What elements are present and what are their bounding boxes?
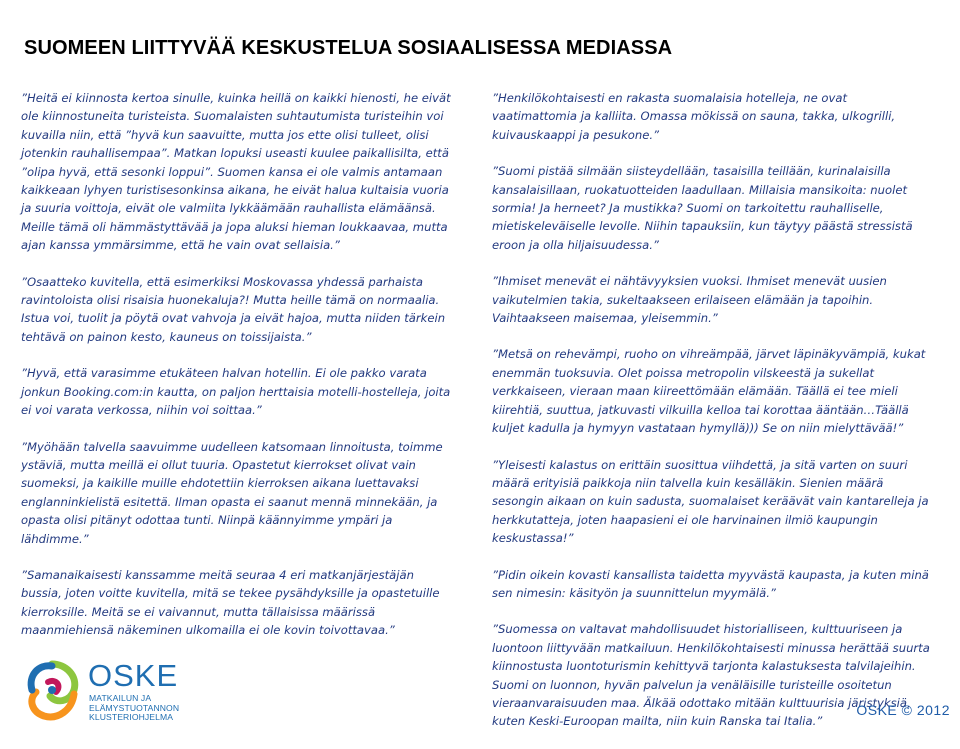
logo-subtitle	[89, 694, 179, 723]
quote-right-2: ”Suomi pistää silmään siisteydellään, tasaisilla teillään, kurinalaisilla kansalaisillaan, ruokatuotteiden laadullaan. Millaisia mansikoita: nuolet sormia! Ja herneet? Ja mustikka? Suomi on tarkoitettu rauhalliselle, mietiskeleväiselle levolle. Niihin tapauksiin, kun täytyy päästä stressistä eroon ja olla hiljaisuudessa.”	[492, 164, 913, 252]
quote-left-1: ”Heitä ei kiinnosta kertoa sinulle, kuinka heillä on kaikki hienosti, he eivät ole kiinnostuneita turisteista. Suomalaisten suhtautumista turisteihin voi kuvailla niin, että ”hyvä kun saavuitte, mutta jos ette olisi tulleet, olisi jotenkin rauhallisempaa”. Matkan lopuksi useasti kuulee paikallisilta, että ”olipa hyvä, että sesonki loppui”. Suomen kansa ei ole valmis antamaan kaikkeaan lyhyen turistisesonkinsa aikana, he eivät halua kultaisia vuoria ja suuria voittoja, eivät ole valmiita lykkäämään rauhallista elämäänsä. Meille tämä oli hämmästyttävää ja jopa aluksi hieman loukkaavaa, mutta ajan kanssa ymmärsimme, että he vain ovat sellaisia.”	[21, 91, 451, 253]
quote-right-1: ”Henkilökohtaisesti en rakasta suomalaisia hotelleja, ne ovat vaatimattomia ja kalliita. Omassa mökissä on sauna, takka, ulkogrilli, kuivauskaappi ja pesukone.”	[492, 91, 896, 142]
oske-swirl-logo-icon	[22, 660, 82, 722]
logo-subtitle-line-2: ELÄMYSTUOTANNON	[89, 702, 180, 713]
page-title: SUOMEEN LIITTYVÄÄ KESKUSTELUA SOSIAALISESSA MEDIASSA	[24, 37, 673, 59]
logo-name: OSKE	[88, 658, 179, 693]
quote-right-6: ”Pidin oikein kovasti kansallista taidetta myyvästä kaupasta, ja kuten minä sen nimesin: käsityön ja suunnittelun myymälä.”	[492, 567, 929, 600]
quote-right-3: ”Ihmiset menevät ei nähtävyyksien vuoksi. Ihmiset menevät uusien vaikutelmien takia, sukeltaakseen erilaiseen elämään ja tapoihin. Vaihtaakseen maisemaa, yleisemmin.”	[492, 274, 887, 326]
footer-copyright: OSKE © 2012	[856, 702, 950, 718]
oske-logo	[22, 660, 252, 722]
right-column	[492, 89, 932, 749]
logo-subtitle-line-1: MATKAILUN JA	[89, 693, 152, 703]
quote-right-5: ”Yleisesti kalastus on erittäin suosittua viihdettä, ja sitä varten on suuri määrä erityisiä paikkoja niin talvella kuin kesälläkin. Sienien määrä sesongin aikaan on kuin sadusta, suomalaiset keräävät vain kantarelleja ja herkkutatteja, joten haapasieni ei ole harvinainen ilmiö kaupungin keskustassa!”	[492, 457, 929, 546]
left-column	[21, 89, 457, 658]
quote-left-2: ”Osaatteko kuvitella, että esimerkiksi Moskovassa yhdessä parhaista ravintoloista olisi risaisia huonekaluja?! Mutta heille tämä on normaalia. Istua voi, tuolit ja pöytä ovat vahvoja ja eivät hajoa, mutta niiden tärkein tehtävä on painon kesto, kauneus on toissijaista.”	[21, 274, 446, 344]
quote-left-4: ”Myöhään talvella saavuimme uudelleen katsomaan linnoitusta, toimme ystäviä, mutta meillä ei ollut tuuria. Opastetut kierrokset olivat vain suomeksi, ja kaikille muille ehdotettiin kierroksen aikana luettavaksi englanninkielistä esitettä. Ilman opasta ei saanut mennä minnekään, ja opasta olisi pitänyt odottaa tunti. Niinpä käännyimme ympäri ja lähdimme.”	[21, 439, 443, 546]
quote-right-7: ”Suomessa on valtavat mahdollisuudet historialliseen, kulttuuriseen ja luontoon liittyvään matkailuun. Henkilökohtaisesti minussa herättää suurta kiinnostusta luontoturismin kehittyvä tarjonta kalastuksesta talvilajeihin. Suomi on luonnon, hyvän palvelun ja venäläisille turisteille osoitetun vieraanvaraisuuden maa. Älkää odottako mitään kulttuurisia järistyksiä, kuten Keski-Euroopan mailta, niin kuin Ranska tai Italia.”	[492, 622, 930, 729]
quote-left-5: ”Samanaikaisesti kanssamme meitä seuraa 4 eri matkanjärjestäjän bussia, joten voitte kuvitella, mitä se tekee pysähdyksille ja opastetuille kierroksille. Meitä se ei vaivannut, mutta tällaisissa määrissä maanmiehiensä näkeminen ulkomailla ei ole kovin toivottavaa.”	[21, 567, 440, 638]
quote-left-3: ”Hyvä, että varasimme etukäteen halvan hotellin. Ei ole pakko varata jonkun Booking.com:in kautta, on paljon herttaisia motelli-hostelleja, joita ei voi varata verkossa, niihin voi soittaa.”	[21, 366, 451, 418]
logo-subtitle-line-3: KLUSTERIOHJELMA	[89, 712, 174, 723]
quote-right-4: ”Metsä on rehevämpi, ruoho on vihreämpää, järvet läpinäkyvämpiä, kukat enemmän tuoksuvia. Olet poissa metropolin vilskeestä ja sukellat verkkaiseen, vieraan maan kiireettömään elämään. Täällä ei tee mieli kiirehtiä, suuttua, jatkuvasti vilkuilla kelloa tai korottaa ääntään…Täällä kuljet kadulla ja hymyyn vastataan hymyllä))) Se on niin mielyttävää!”	[492, 347, 926, 436]
